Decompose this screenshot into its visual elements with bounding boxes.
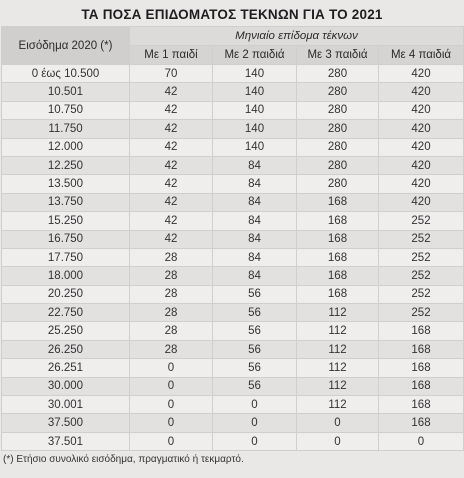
income-cell: 13.500 [2,175,130,193]
benefit-cell: 112 [297,359,379,377]
income-cell: 10.501 [2,83,130,101]
benefit-cell: 168 [297,193,379,211]
benefit-cell: 140 [213,138,297,156]
benefit-cell: 280 [297,65,379,83]
benefit-cell: 70 [130,65,213,83]
income-cell: 20.250 [2,285,130,303]
benefit-cell: 252 [379,304,464,322]
table-row [2,175,464,193]
table-row [2,285,464,303]
benefit-cell: 84 [213,212,297,230]
benefit-cell: 56 [213,304,297,322]
table-row [2,322,464,340]
benefit-cell: 56 [213,377,297,395]
table-row [2,230,464,248]
income-cell: 22.750 [2,304,130,322]
benefit-cell: 140 [213,65,297,83]
benefit-cell: 420 [379,175,464,193]
income-cell: 10.750 [2,101,130,119]
benefit-cell: 420 [379,83,464,101]
benefit-cell: 252 [379,267,464,285]
column-header-1-child: Με 1 παιδί [130,46,213,65]
benefit-cell: 0 [213,396,297,414]
income-cell: 17.750 [2,248,130,266]
benefit-cell: 0 [130,432,213,450]
benefit-cell: 252 [379,212,464,230]
benefit-cell: 84 [213,193,297,211]
table-row [2,359,464,377]
income-cell: 37.500 [2,414,130,432]
benefit-cell: 168 [297,248,379,266]
benefit-cell: 168 [379,340,464,358]
benefit-cell: 56 [213,285,297,303]
benefit-cell: 280 [297,156,379,174]
benefit-cell: 252 [379,248,464,266]
column-header-2-children: Με 2 παιδιά [213,46,297,65]
table-row [2,340,464,358]
benefit-cell: 42 [130,230,213,248]
benefit-cell: 140 [213,83,297,101]
table-row [2,120,464,138]
benefit-cell: 56 [213,359,297,377]
benefit-cell: 168 [379,377,464,395]
benefit-cell: 112 [297,340,379,358]
benefit-cell: 168 [297,230,379,248]
benefit-cell: 42 [130,138,213,156]
benefit-cell: 280 [297,83,379,101]
table-row [2,396,464,414]
benefit-cell: 28 [130,322,213,340]
benefit-cell: 42 [130,101,213,119]
table-row [2,212,464,230]
table-row [2,65,464,83]
income-cell: 12.250 [2,156,130,174]
benefit-cell: 84 [213,230,297,248]
table-body [2,65,464,451]
income-cell: 25.250 [2,322,130,340]
benefit-cell: 168 [379,396,464,414]
income-cell: 16.750 [2,230,130,248]
benefit-cell: 0 [130,414,213,432]
benefit-cell: 420 [379,156,464,174]
benefit-cell: 252 [379,230,464,248]
benefit-cell: 168 [297,212,379,230]
benefit-cell: 112 [297,304,379,322]
income-cell: 26.251 [2,359,130,377]
income-cell: 15.250 [2,212,130,230]
income-cell: 26.250 [2,340,130,358]
benefit-cell: 0 [213,414,297,432]
benefit-cell: 0 [379,432,464,450]
benefit-cell: 280 [297,101,379,119]
benefit-cell: 168 [297,285,379,303]
income-cell: 12.000 [2,138,130,156]
benefit-cell: 420 [379,101,464,119]
table-row [2,267,464,285]
benefit-cell: 28 [130,340,213,358]
benefit-cell: 28 [130,285,213,303]
benefit-cell: 112 [297,396,379,414]
column-header-3-children: Με 3 παιδιά [297,46,379,65]
income-column-header: Εισόδημα 2020 (*) [2,27,130,65]
benefit-cell: 420 [379,65,464,83]
benefit-cell: 84 [213,156,297,174]
income-cell: 37.501 [2,432,130,450]
income-cell: 0 έως 10.500 [2,65,130,83]
benefit-cell: 28 [130,304,213,322]
table-row [2,432,464,450]
benefit-cell: 0 [130,377,213,395]
income-cell: 11.750 [2,120,130,138]
table-row [2,156,464,174]
benefit-cell: 168 [297,267,379,285]
table-row [2,304,464,322]
benefit-cell: 140 [213,120,297,138]
benefit-cell: 252 [379,285,464,303]
benefit-cell: 280 [297,120,379,138]
child-benefit-table [1,26,464,451]
benefit-cell: 0 [213,432,297,450]
benefit-cell: 56 [213,322,297,340]
income-cell: 18.000 [2,267,130,285]
table-row [2,138,464,156]
benefit-cell: 42 [130,175,213,193]
footnote: (*) Ετήσιο συνολικό εισόδημα, πραγματικό ή τεκμαρτό. [3,454,244,466]
benefit-cell: 0 [130,359,213,377]
benefit-cell: 42 [130,120,213,138]
table-row [2,101,464,119]
benefit-cell: 84 [213,267,297,285]
benefit-cell: 84 [213,175,297,193]
benefit-cell: 56 [213,340,297,358]
table-row [2,193,464,211]
benefit-cell: 42 [130,156,213,174]
benefit-cell: 168 [379,414,464,432]
benefit-cell: 42 [130,83,213,101]
benefit-cell: 140 [213,101,297,119]
table-row [2,377,464,395]
benefit-cell: 112 [297,377,379,395]
income-cell: 13.750 [2,193,130,211]
benefit-cell: 280 [297,175,379,193]
benefit-cell: 42 [130,193,213,211]
benefit-cell: 420 [379,120,464,138]
benefit-cell: 28 [130,267,213,285]
benefit-cell: 168 [379,359,464,377]
page-title: ΤΑ ΠΟΣΑ ΕΠΙΔΟΜΑΤΟΣ ΤΕΚΝΩΝ ΓΙΑ ΤΟ 2021 [81,7,383,22]
table-row [2,248,464,266]
benefit-cell: 168 [379,322,464,340]
benefit-cell: 0 [297,414,379,432]
benefit-cell: 84 [213,248,297,266]
column-header-4-children: Με 4 παιδιά [379,46,464,65]
monthly-benefit-group-header: Μηνιαίο επίδομα τέκνων [130,27,464,46]
table-row [2,414,464,432]
benefit-cell: 0 [297,432,379,450]
benefit-cell: 420 [379,193,464,211]
benefit-cell: 28 [130,248,213,266]
benefit-cell: 280 [297,138,379,156]
benefit-cell: 112 [297,322,379,340]
income-cell: 30.001 [2,396,130,414]
income-cell: 30.000 [2,377,130,395]
benefit-cell: 42 [130,212,213,230]
benefit-cell: 0 [130,396,213,414]
table-row [2,83,464,101]
benefit-cell: 420 [379,138,464,156]
